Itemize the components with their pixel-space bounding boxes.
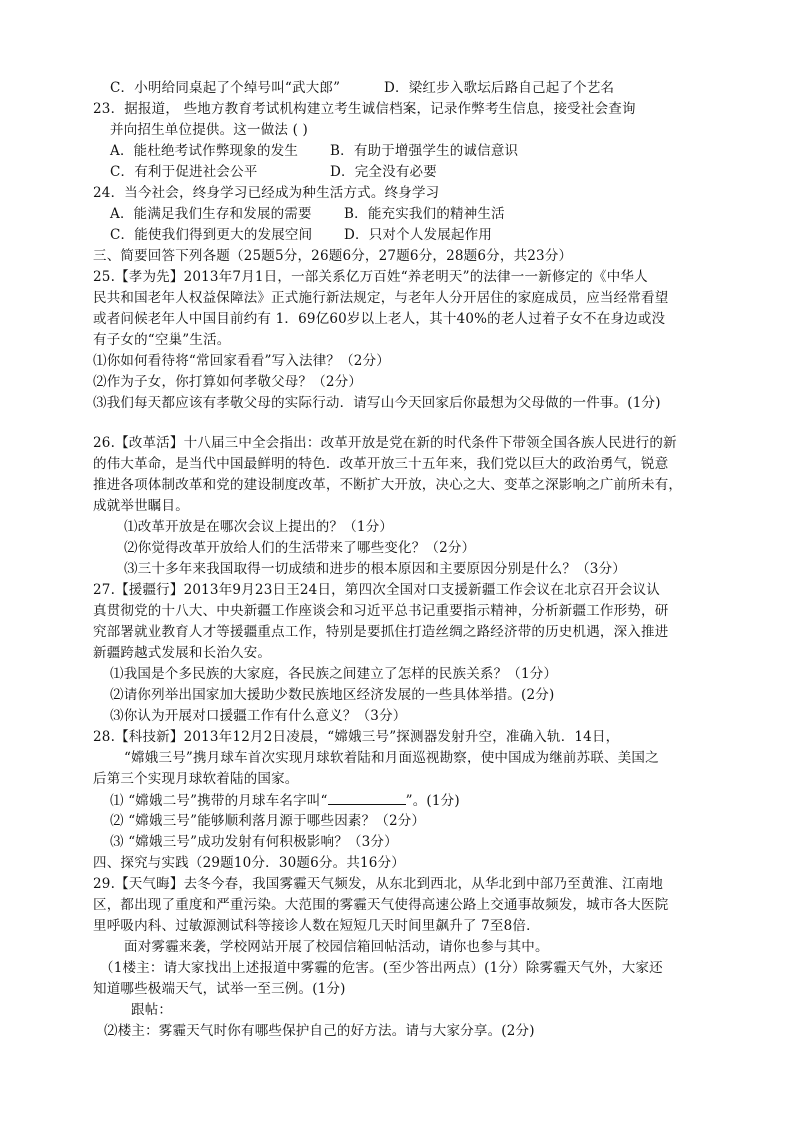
q26-para-line4: 成就举世瞩目。: [93, 498, 189, 514]
q25-para-line2: 民共和国老年人权益保障法》正式施行新法规定，与老年人分开居住的家庭成员，应当经常看望: [93, 290, 669, 306]
q25-subquestion-1: ⑴你如何看待将“常回家看看”写入法律？（2分）: [93, 353, 390, 369]
q22-option-d: D．梁红步入歌坛后路自己起了个艺名: [384, 80, 615, 96]
q29-para-line2: 区，都出现了重度和严重污染。大范围的雾霾天气使得高速公路上交通事故频发，城市各大医院: [93, 897, 669, 913]
q28-subquestion-1: [110, 790, 460, 811]
q26-subquestion-2: ⑵你觉得改革开放给人们的生活带来了哪些变化？（2分）: [124, 540, 476, 556]
q27-subquestion-1: ⑴我国是个多民族的大家庭，各民族之间建立了怎样的民族关系？（1分）: [110, 666, 558, 682]
q23-option-a: A．能杜绝考试作弊现象的发生: [110, 143, 299, 159]
q27-para-line3: 究部署就业教育人才等援疆重点工作，特别是要抓住打造丝绸之路经济带的历史机遇，深入推进: [93, 624, 669, 640]
q25-para-line4: 有子女的“空巢”生活。: [93, 332, 231, 348]
q28-para-line2: “嫦娥三号”携月球车首次实现月球软着陆和月面巡视勘察，使中国成为继前苏联、美国之: [124, 750, 659, 766]
q26-para-line2: 的伟大革命，是当代中国最鲜明的特色．改革开放三十五年来，我们党以巨大的政治勇气，锐意: [93, 456, 669, 472]
q25-para-line1: 25.【孝为先】2013年7月1日，一部关系亿万百姓“养老明天”的法律一一新修定的《中华人: [93, 269, 648, 285]
q24-option-a: A．能满足我们生存和发展的需要: [110, 206, 312, 222]
section-4-heading: 四、探究与实践（29题10分．30题6分。共16分）: [93, 855, 406, 871]
reply-label: 跟帖：: [131, 1002, 173, 1018]
q24-option-d: D．只对个人发展起作用: [344, 227, 493, 243]
q29-subquestion-2: ⑵楼主：雾霾天气时你有哪些保护自己的好方法。请与大家分享。(2分): [104, 1023, 535, 1039]
q27-subquestion-3: ⑶你认为开展对口援疆工作有什么意义？（3分）: [110, 708, 407, 724]
q29-subquestion-1-line1: （1楼主：请大家找出上述报道中雾霾的危害。(至少答出两点）(1分）除雾霾天气外，大家还: [100, 960, 663, 976]
q23-option-c: C．有利于促进社会公平: [110, 164, 258, 180]
q27-para-line4: 新疆跨越式发展和长治久安。: [93, 645, 272, 661]
q28-subquestion-1-text: ⑴ “嫦娥二号”携带的月球车名字叫“: [110, 793, 328, 809]
answer-blank[interactable]: [328, 790, 406, 805]
q25-subquestion-3: ⑶我们每天都应该有孝敬父母的实际行动．请写山今天回家后你最想为父母做的一件事。(1分): [93, 395, 661, 411]
q25-para-line3: 或者问候老年人中国目前约有 1．69亿60岁以上老人，其十40%的老人过着子女不在身边或没: [93, 311, 666, 327]
q29-subquestion-1-line2: 知道哪些极端天气，试举一至三例。(1分): [93, 981, 346, 997]
q23-option-b: B．有助于增强学生的诚信意识: [330, 143, 519, 159]
q23-option-d: D．完全没有必要: [330, 164, 437, 180]
q26-subquestion-1: ⑴改革开放是在哪次会议上提出的？（1分）: [124, 519, 394, 535]
q23-stem-line2: 并向招生单位提供。这一做法 ( ): [110, 122, 309, 138]
q25-subquestion-2: ⑵作为子女，你打算如何孝敬父母？（2分）: [93, 374, 363, 390]
q24-option-b: B．能充实我们的精神生活: [344, 206, 505, 222]
q29-para-line1: 29.【天气晦】去冬今春，我国雾霾天气频发，从东北到西北，从华北到中部乃至黄淮、江南地: [93, 876, 664, 892]
q26-para-line3: 推进各项体制改革和党的建设制度改革，不断扩大开放，决心之大、变革之深影响之广前所未有，: [93, 477, 683, 493]
q26-subquestion-3: ⑶三十多年来我国取得一切成绩和进步的根本原因和主要原因分别是什么？（3分）: [124, 561, 626, 577]
q26-para-line1: 26.【改革活】十八届三中全会指出：改革开放是党在新的时代条件下带领全国各族人民进行的新: [93, 435, 677, 451]
q24-stem: 24．当今社会，终身学习已经成为种生活方式。终身学习: [93, 185, 440, 201]
section-3-heading: 三、简要回答下列各题（25题5分，26题6分，27题6分，28题6分，共23分）: [93, 248, 573, 264]
q22-option-c: C．小明给同桌起了个绰号叫“武大郎”: [110, 80, 341, 96]
q29-para-line4: 面对雾霾来袭，学校网站开展了校园信箱回帖活动，请你也参与其中。: [124, 939, 549, 955]
q27-para-line1: 27.【援疆行】2013年9月23日王24日，第四次全国对口支援新疆工作会议在北京召开会议认: [93, 582, 660, 598]
q28-subquestion-1-tail: ”。(1分): [405, 793, 460, 809]
q28-para-line3: 后第三个实现月球软着陆的国家。: [93, 771, 299, 787]
q27-para-line2: 真贯彻党的十八大、中央新疆工作座谈会和习近平总书记重要指示精神，分析新疆工作形势，研: [93, 603, 669, 619]
q23-stem-line1: 23．据报道， 些地方教育考试机构建立考生诚信档案，记录作弊考生信息，接受社会查询: [93, 101, 636, 117]
q28-subquestion-2: ⑵ “嫦娥三号”能够顺利落月源于哪些因素？（2分）: [110, 813, 426, 829]
q24-option-c: C．能使我们得到更大的发展空间: [110, 227, 313, 243]
q28-subquestion-3: ⑶ “嫦娥三号”成功发射有何积极影响？（3分）: [110, 834, 398, 850]
q27-subquestion-2: ⑵请你列举出国家加大援助少数民族地区经济发展的一些具体举措。(2分): [110, 687, 555, 703]
q28-para-line1: 28.【科技新】2013年12月2日凌晨，“嫦娥三号”探测器发射升空，准确入轨．14日，: [93, 729, 620, 745]
q29-para-line3: 里呼吸内科、过敏源测试科等接诊人数在短短几天时间里飙升了 7至8倍．: [93, 918, 540, 934]
